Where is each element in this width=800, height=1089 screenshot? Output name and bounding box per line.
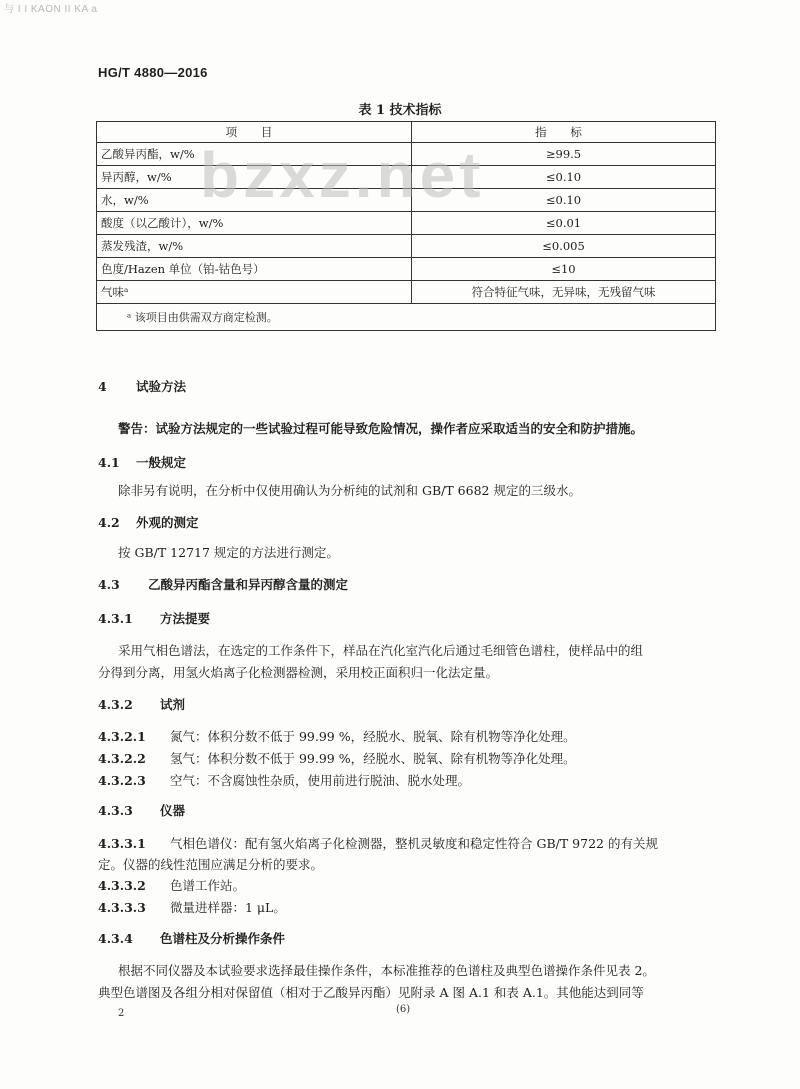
item-text: 微量进样器：1 μL。 (170, 900, 286, 915)
item-text: 氢气：体积分数不低于 99.99 %，经脱水、脱氧、除有机物等净化处理。 (170, 751, 576, 766)
list-item (98, 876, 245, 896)
table-row (97, 235, 716, 258)
table-footnote-row (97, 304, 716, 331)
section-heading (98, 695, 185, 715)
section-title: 外观的测定 (136, 515, 199, 530)
list-item (98, 898, 286, 918)
section-number: 4.3.2 (98, 697, 133, 712)
table-row (97, 189, 716, 212)
table-header-item: 项 目 (97, 122, 412, 143)
paragraph-line: 根据不同仪器及本试验要求选择最佳操作条件，本标准推荐的色谱柱及典型色谱操作条件见表 2。 (118, 963, 655, 978)
section-heading (98, 929, 285, 949)
section-number: 4.3.4 (98, 931, 133, 946)
table-cell-value: ≤10 (412, 258, 716, 281)
section-heading (98, 377, 186, 397)
table-row (97, 281, 716, 304)
section-number: 4.3.3 (98, 803, 133, 818)
item-number: 4.3.3.1 (98, 836, 146, 851)
table-cell-item: 色度/Hazen 单位（铂-钴色号） (97, 258, 412, 281)
paragraph: 按 GB/T 12717 规定的方法进行测定。 (118, 545, 339, 560)
table-header-row (97, 122, 716, 143)
item-number: 4.3.3.2 (98, 878, 146, 893)
section-number: 4 (98, 379, 107, 394)
section-number: 4.3 (98, 577, 120, 592)
list-item (98, 727, 576, 747)
table-cell-value: 符合特征气味，无异味，无残留气味 (412, 281, 716, 304)
table-cell-item: 乙酸异丙酯，w/% (97, 143, 412, 166)
section-heading (98, 609, 210, 629)
table-row (97, 258, 716, 281)
section-title: 试验方法 (136, 379, 187, 394)
item-number: 4.3.2.2 (98, 751, 146, 766)
table-header-value: 指 标 (412, 122, 716, 143)
paragraph-line: 典型色谱图及各组分相对保留值（相对于乙酸异丙酯）见附录 A 图 A.1 和表 A.1。其他能达到同等 (98, 985, 644, 1000)
table-cell-item: 水，w/% (97, 189, 412, 212)
item-number: 4.3.2.3 (98, 773, 146, 788)
page-number-center: (6) (396, 1004, 411, 1015)
page-number-left: 2 (118, 1008, 125, 1019)
item-text: 氮气：体积分数不低于 99.99 %，经脱水、脱氧、除有机物等净化处理。 (170, 729, 576, 744)
table-cell-item: 蒸发残渣，w/% (97, 235, 412, 258)
table-cell-value: ≤0.005 (412, 235, 716, 258)
table-cell-item: 气味ᵃ (97, 281, 412, 304)
paragraph: 除非另有说明，在分析中仅使用确认为分析纯的试剂和 GB/T 6682 规定的三级水。 (118, 483, 581, 498)
paragraph-line: 采用气相色谱法，在选定的工作条件下，样品在汽化室汽化后通过毛细管色谱柱，使样品中的组 (118, 643, 644, 658)
section-title: 试剂 (160, 697, 186, 712)
table-cell-value: ≤0.10 (412, 166, 716, 189)
section-number: 4.2 (98, 515, 120, 530)
item-text: 气相色谱仪：配有氢火焰离子化检测器，整机灵敏度和稳定性符合 GB/T 9722 的有关规 (170, 836, 658, 851)
section-title: 一般规定 (136, 455, 187, 470)
section-heading (98, 801, 185, 821)
table-row (97, 143, 716, 166)
table-cell-value: ≥99.5 (412, 143, 716, 166)
section-title: 乙酸异丙酯含量和异丙醇含量的测定 (148, 577, 349, 592)
paragraph-line: 定。仪器的线性范围应满足分析的要求。 (98, 857, 324, 872)
section-heading (98, 453, 186, 473)
section-title: 仪器 (160, 803, 186, 818)
section-heading (98, 513, 199, 533)
top-header-mark: 与 I I KAON II KA a (4, 4, 98, 15)
list-item (98, 749, 576, 769)
standard-code: HG/T 4880—2016 (98, 65, 208, 80)
item-number: 4.3.2.1 (98, 729, 146, 744)
list-item (98, 834, 658, 854)
section-heading (98, 575, 348, 595)
list-item (98, 771, 470, 791)
section-title: 色谱柱及分析操作条件 (160, 931, 286, 946)
warning-paragraph: 警告：试验方法规定的一些试验过程可能导致危险情况，操作者应采取适当的安全和防护措施。 (118, 421, 644, 436)
item-text: 空气：不含腐蚀性杂质，使用前进行脱油、脱水处理。 (170, 773, 471, 788)
item-number: 4.3.3.3 (98, 900, 146, 915)
paragraph-line: 分得到分离，用氢火焰离子化检测器检测，采用校正面积归一化法定量。 (98, 665, 499, 680)
table-row (97, 212, 716, 235)
section-number: 4.1 (98, 455, 120, 470)
section-number: 4.3.1 (98, 611, 133, 626)
section-title: 方法提要 (160, 611, 211, 626)
table-cell-item: 酸度（以乙酸计），w/% (97, 212, 412, 235)
item-text: 色谱工作站。 (170, 878, 246, 893)
table-title: 表 1 技术指标 (358, 103, 442, 118)
table-cell-value: ≤0.01 (412, 212, 716, 235)
table-footnote: ᵃ 该项目由供需双方商定检测。 (97, 304, 716, 331)
table-row (97, 166, 716, 189)
table-cell-item: 异丙醇，w/% (97, 166, 412, 189)
spec-table (96, 121, 716, 331)
watermark: bzxz.net (200, 139, 485, 211)
table-cell-value: ≤0.10 (412, 189, 716, 212)
